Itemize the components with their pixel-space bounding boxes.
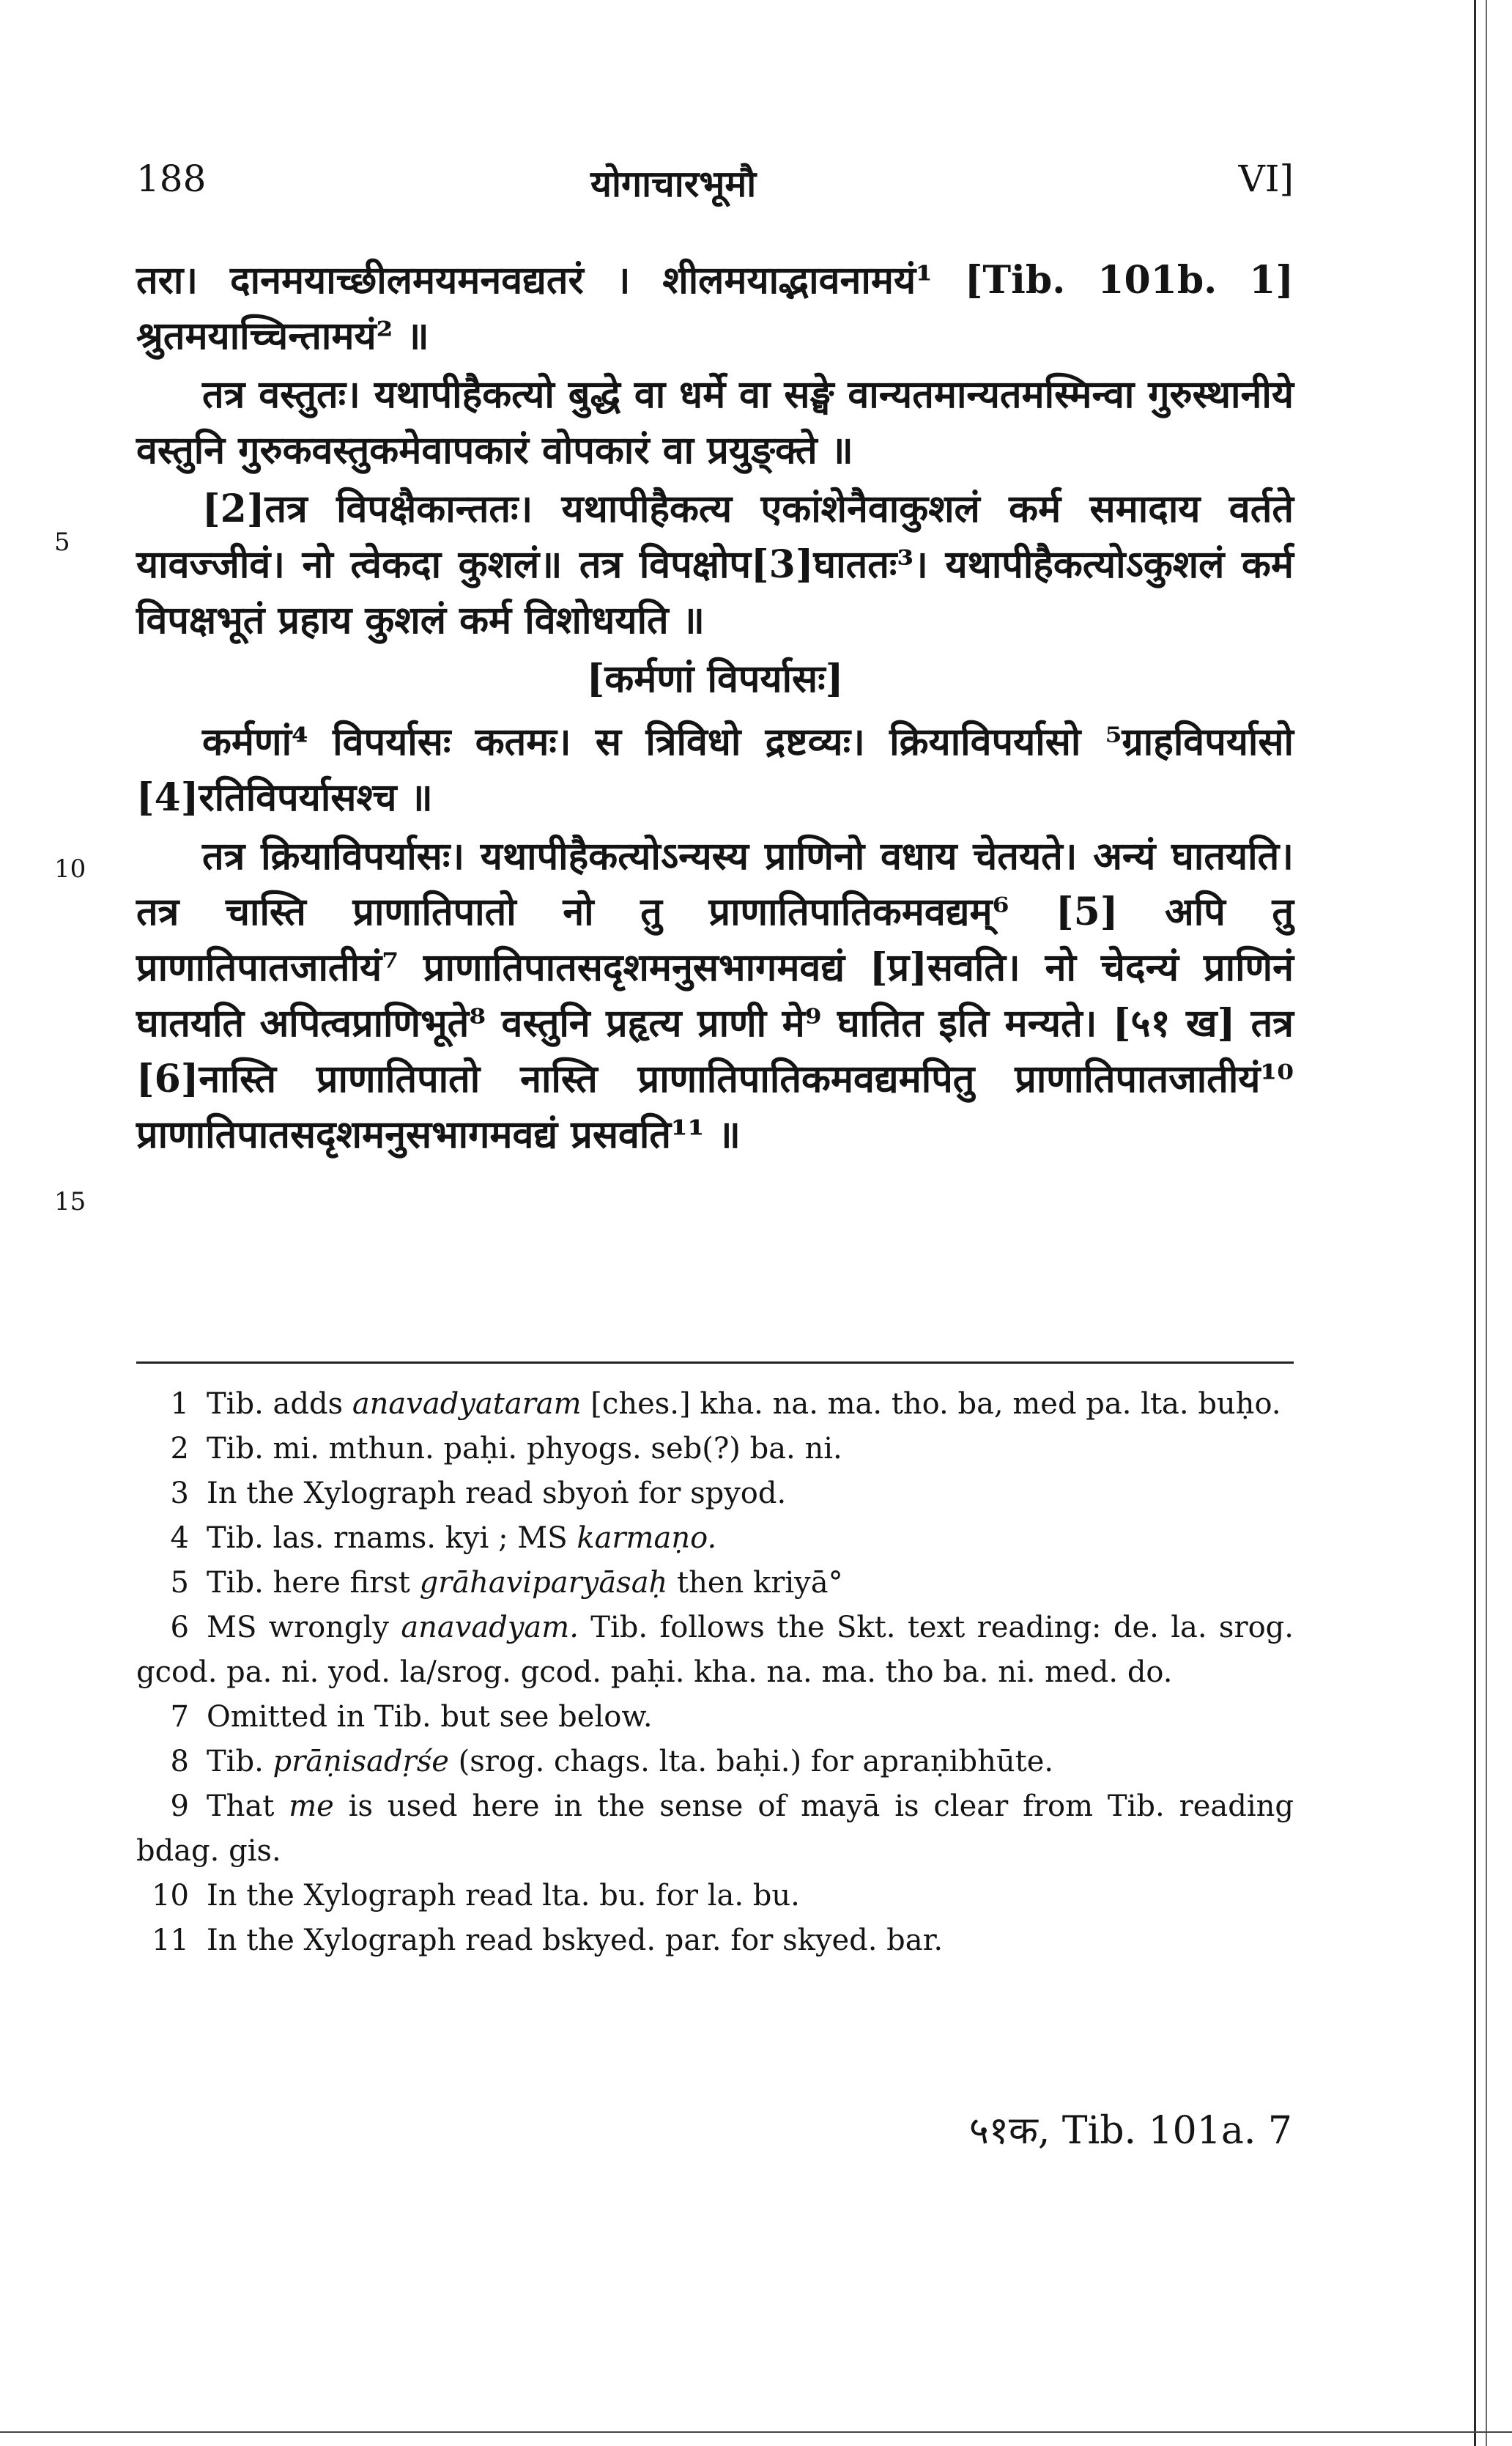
footnote: 7 Omitted in Tib. but see below.	[170, 1700, 653, 1734]
footnote: 2 Tib. mi. mthun. paḥi. phyogs. seb(?) ba. ni.	[170, 1432, 842, 1466]
footnote: 3 In the Xylograph read sbyoṅ for spyod.	[170, 1477, 787, 1510]
paragraph-3: [2]तत्र विपक्षैकान्ततः। यथापीहैकत्य एकांशेनैवाकुशलं कर्म समादाय वर्तते यावज्जीवं। नो त्वेकदा कुशलं॥ तत्र विपक्षोप[3]घाततः³। यथापीहैकत्योऽकुशलं कर्म विपक्षभूतं प्रहाय कुशलं कर्म विशोधयति ॥	[136, 487, 1294, 643]
page-edge-line-secondary	[1486, 0, 1487, 2446]
footnote: 9 That me is used here in the sense of mayā is clear from Tib. reading bdag. gis.	[136, 1789, 1294, 1868]
running-header	[136, 158, 1294, 216]
running-title: योगाचारभूमौ	[590, 162, 757, 205]
line-number-5: 5	[54, 528, 70, 557]
footnote: 5 Tib. here first grāhaviparyāsaḥ then kriyā°	[170, 1566, 843, 1600]
section-marker: VI]	[1238, 158, 1294, 200]
page-number: 188	[136, 158, 207, 200]
line-number-15: 15	[54, 1187, 86, 1216]
section-heading: [कर्मणां विपर्यासः]	[586, 657, 844, 701]
footnote: 10 In the Xylograph read lta. bu. for la. bu.	[152, 1879, 800, 1913]
paragraph-5: तत्र क्रियाविपर्यासः। यथापीहैकत्योऽन्यस्य प्राणिनो वधाय चेतयते। अन्यं घातयति। तत्र चास्ति प्राणातिपातो नो तु प्राणातिपातिकमवद्यम्⁶ [5] अपि तु प्राणातिपातजातीयं⁷ प्राणातिपातसदृशमनुसभागमवद्यं [प्र]सवति। नो चेदन्यं प्राणिनं घातयति अपित्वप्राणिभूते⁸ वस्तुनि प्रहृत्य प्राणी मे⁹ घातित इति मन्यते। [५१ ख] तत्र [6]नास्ति प्राणातिपातो नास्ति प्राणातिपातिकमवद्यमपितु प्राणातिपातजातीयं¹⁰ प्राणातिपातसदृशमनुसभागमवद्यं प्रसवति¹¹ ॥	[136, 834, 1294, 1157]
main-text	[136, 253, 1294, 1166]
line-number-10: 10	[54, 854, 86, 884]
footnote-divider	[136, 1361, 1294, 1364]
page-edge-line	[1474, 0, 1476, 2446]
paragraph-1: तरा। दानमयाच्छीलमयमनवद्यतरं । शीलमयाद्भावनामयं¹ [Tib. 101b. 1] श्रुतमयाच्चिन्तामयं² ॥	[136, 258, 1294, 358]
footnote: 4 Tib. las. rnams. kyi ; MS karmaṇo.	[170, 1521, 717, 1555]
footnote: 11 In the Xylograph read bskyed. par. for skyed. bar.	[152, 1924, 944, 1957]
signature-mark: ५१क, Tib. 101a. 7	[968, 2109, 1292, 2153]
paragraph-2: तत्र वस्तुतः। यथापीहैकत्यो बुद्धे वा धर्मे वा सङ्घे वान्यतमान्यतमस्मिन्वा गुरुस्थानीये वस्तुनि गुरुकवस्तुकमेवापकारं वोपकारं वा प्रयुङ्क्ते ॥	[136, 372, 1294, 473]
page-bottom-edge-line	[0, 2431, 1512, 2433]
paragraph-4: कर्मणां⁴ विपर्यासः कतमः। स त्रिविधो द्रष्टव्यः। क्रियाविपर्यासो ⁵ग्राहविपर्यासो [4]रतिविपर्यासश्च ॥	[136, 720, 1294, 820]
footnote: 1 Tib. adds anavadyataram [ches.] kha. na. ma. tho. ba, med pa. lta. buḥo.	[170, 1387, 1281, 1421]
footnote: 6 MS wrongly anavadyam. Tib. follows the Skt. text reading: de. la. srog. gcod. pa. ni. yod. la/srog. gcod. paḥi. kha. na. ma. tho ba. ni. med. do.	[136, 1611, 1294, 1689]
footnotes	[136, 1382, 1294, 1963]
footnote: 8 Tib. prāṇisadṛśe (srog. chags. lta. baḥi.) for apraṇibhūte.	[170, 1745, 1054, 1778]
